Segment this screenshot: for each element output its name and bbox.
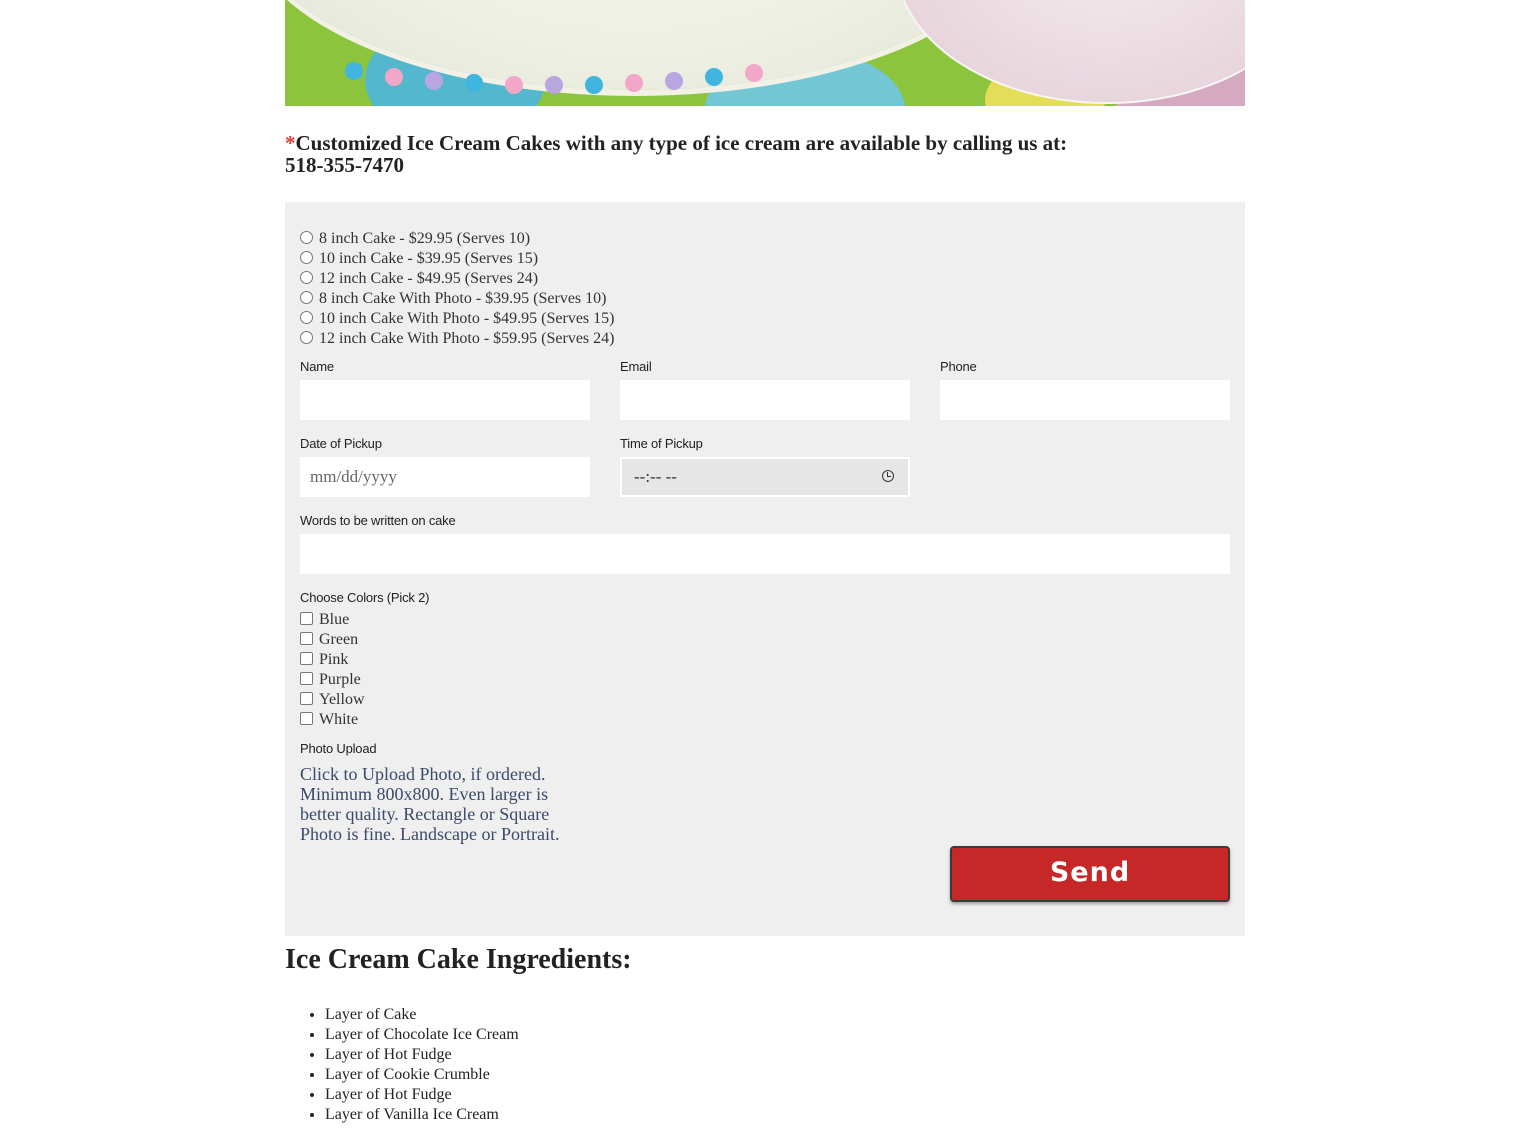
notice-text: Customized Ice Cream Cakes with any type of ice cream are available by calling us at: (295, 131, 1068, 155)
size-option-label: 12 inch Cake With Photo - $59.95 (Serves 24) (319, 330, 615, 347)
size-option[interactable] (300, 289, 614, 309)
radio-button[interactable] (300, 251, 313, 264)
hero-cake-image (285, 0, 1245, 106)
ingredients-list (325, 1005, 519, 1125)
size-option[interactable] (300, 249, 614, 269)
required-asterisk: * (285, 131, 296, 155)
list-item: • Layer of Vanilla Ice Cream (325, 1105, 519, 1125)
colors-label: Choose Colors (Pick 2) (300, 590, 430, 605)
color-option[interactable] (300, 690, 365, 710)
list-item: • Layer of Hot Fudge (325, 1045, 519, 1065)
time-placeholder: --:-- -- (634, 467, 677, 486)
size-option[interactable] (300, 329, 614, 349)
cake-words-field[interactable] (300, 534, 1230, 574)
radio-button[interactable] (300, 231, 313, 244)
send-button[interactable]: Send (950, 846, 1230, 902)
cake-order-form (285, 202, 1245, 936)
list-item: • Layer of Hot Fudge (325, 1085, 519, 1105)
pickup-time-field[interactable] (620, 457, 910, 497)
size-option-label: 8 inch Cake With Photo - $39.95 (Serves 10) (319, 290, 607, 307)
radio-button[interactable] (300, 311, 313, 324)
name-label: Name (300, 359, 334, 374)
radio-button[interactable] (300, 271, 313, 284)
color-option-label: Blue (319, 611, 350, 628)
phone-field[interactable] (940, 380, 1230, 420)
pickup-time-label: Time of Pickup (620, 436, 703, 451)
size-options (300, 229, 614, 349)
pickup-date-field[interactable]: mm/dd/yyyy (300, 457, 590, 497)
photo-upload-link[interactable]: Click to Upload Photo, if ordered. Minimum 800x800. Even larger is better quality. Rectangle or Square Photo is fine. Landscape or Portrait. (300, 764, 560, 844)
cake-words-label: Words to be written on cake (300, 513, 456, 528)
name-field[interactable] (300, 380, 590, 420)
pickup-date-label: Date of Pickup (300, 436, 382, 451)
size-option[interactable] (300, 309, 614, 329)
color-option[interactable] (300, 650, 365, 670)
email-label: Email (620, 359, 652, 374)
size-option[interactable] (300, 269, 614, 289)
color-option-label: Yellow (319, 691, 365, 708)
size-option-label: 10 inch Cake - $39.95 (Serves 15) (319, 250, 539, 267)
list-item: • Layer of Cookie Crumble (325, 1065, 519, 1085)
frosting-rosettes (325, 62, 965, 92)
email-field[interactable] (620, 380, 910, 420)
phone-label: Phone (940, 359, 977, 374)
checkbox[interactable] (300, 652, 313, 665)
ingredients-heading: Ice Cream Cake Ingredients: (285, 944, 632, 975)
size-option[interactable] (300, 229, 614, 249)
color-option-label: Purple (319, 671, 361, 688)
radio-button[interactable] (300, 331, 313, 344)
color-option[interactable] (300, 610, 365, 630)
size-option-label: 12 inch Cake - $49.95 (Serves 24) (319, 270, 539, 287)
list-item: • Layer of Chocolate Ice Cream (325, 1025, 519, 1045)
list-item: • Layer of Cake (325, 1005, 519, 1025)
custom-cake-notice (285, 132, 1125, 176)
color-option[interactable] (300, 630, 365, 650)
color-option-label: Green (319, 631, 359, 648)
color-option-label: White (319, 711, 359, 728)
checkbox[interactable] (300, 632, 313, 645)
checkbox[interactable] (300, 712, 313, 725)
color-option[interactable] (300, 710, 365, 730)
checkbox[interactable] (300, 672, 313, 685)
page-content (285, 0, 1245, 1123)
clock-icon[interactable] (882, 470, 894, 482)
size-option-label: 8 inch Cake - $29.95 (Serves 10) (319, 230, 531, 247)
checkbox[interactable] (300, 692, 313, 705)
color-option[interactable] (300, 670, 365, 690)
radio-button[interactable] (300, 291, 313, 304)
size-option-label: 10 inch Cake With Photo - $49.95 (Serves 15) (319, 310, 615, 327)
color-options (300, 610, 365, 730)
notice-phone: 518-355-7470 (285, 153, 404, 177)
checkbox[interactable] (300, 612, 313, 625)
color-option-label: Pink (319, 651, 349, 668)
photo-upload-label: Photo Upload (300, 741, 377, 756)
